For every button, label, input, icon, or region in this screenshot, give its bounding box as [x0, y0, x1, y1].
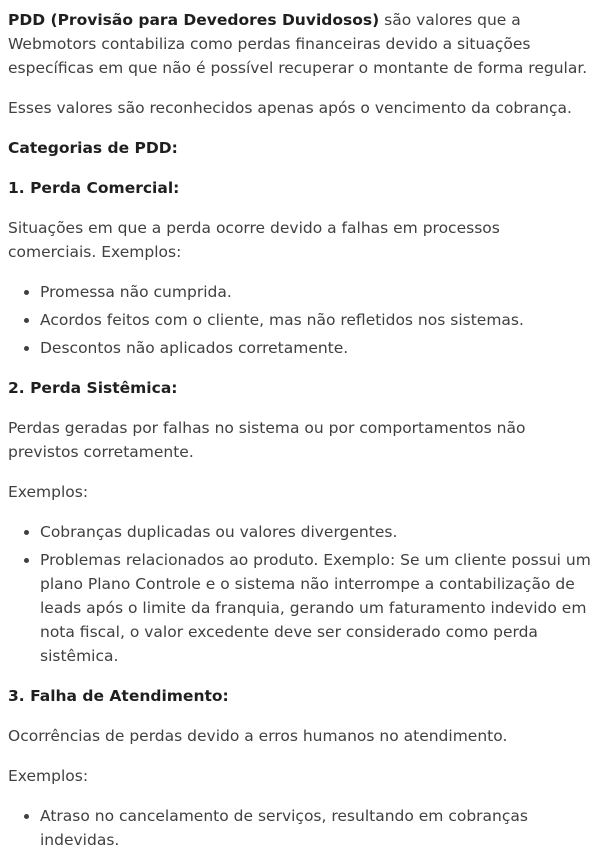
- list-item: • Atraso no cancelamento de serviços, resultando em cobranças indevidas.: [40, 804, 592, 852]
- intro-term: PDD (Provisão para Devedores Duvidosos): [8, 11, 380, 29]
- list-item: • Cobranças duplicadas ou valores divergentes.: [40, 520, 592, 544]
- section1-description: Situações em que a perda ocorre devido a falhas em processos comerciais. Exemplos:: [8, 219, 500, 261]
- section2-examples-label: Exemplos:: [8, 483, 89, 501]
- section1-heading: 1. Perda Comercial:: [8, 179, 180, 197]
- section1-list: [8, 280, 592, 360]
- intro-text: são valores que a Webmotors contabiliza como perdas financeiras devido a situações específicas em que não é possível recuperar o montante de forma regular.: [8, 11, 588, 77]
- section3-heading: 3. Falha de Atendimento:: [8, 687, 229, 705]
- section3-examples-label: Exemplos:: [8, 767, 89, 785]
- list-item: • Descontos não aplicados corretamente.: [40, 336, 592, 360]
- categories-heading: Categorias de PDD:: [8, 139, 178, 157]
- section3-description: Ocorrências de perdas devido a erros humanos no atendimento.: [8, 727, 508, 745]
- section2-list: [8, 520, 592, 668]
- list-item: • Acordos feitos com o cliente, mas não refletidos nos sistemas.: [40, 308, 592, 332]
- section3-list: [8, 804, 592, 852]
- intro-paragraph: [8, 8, 592, 80]
- note-paragraph: Esses valores são reconhecidos apenas após o vencimento da cobrança.: [8, 99, 572, 117]
- list-item: • Promessa não cumprida.: [40, 280, 592, 304]
- section2-description: Perdas geradas por falhas no sistema ou por comportamentos não previstos corretamente.: [8, 419, 526, 461]
- list-item: • Problemas relacionados ao produto. Exemplo: Se um cliente possui um plano Plano Controle e o sistema não interrompe a contabilização de leads após o limite da franquia, gerando um faturamento indevido em nota fiscal, o valor excedente deve ser considerado como perda sistêmica.: [40, 548, 592, 668]
- section2-heading: 2. Perda Sistêmica:: [8, 379, 178, 397]
